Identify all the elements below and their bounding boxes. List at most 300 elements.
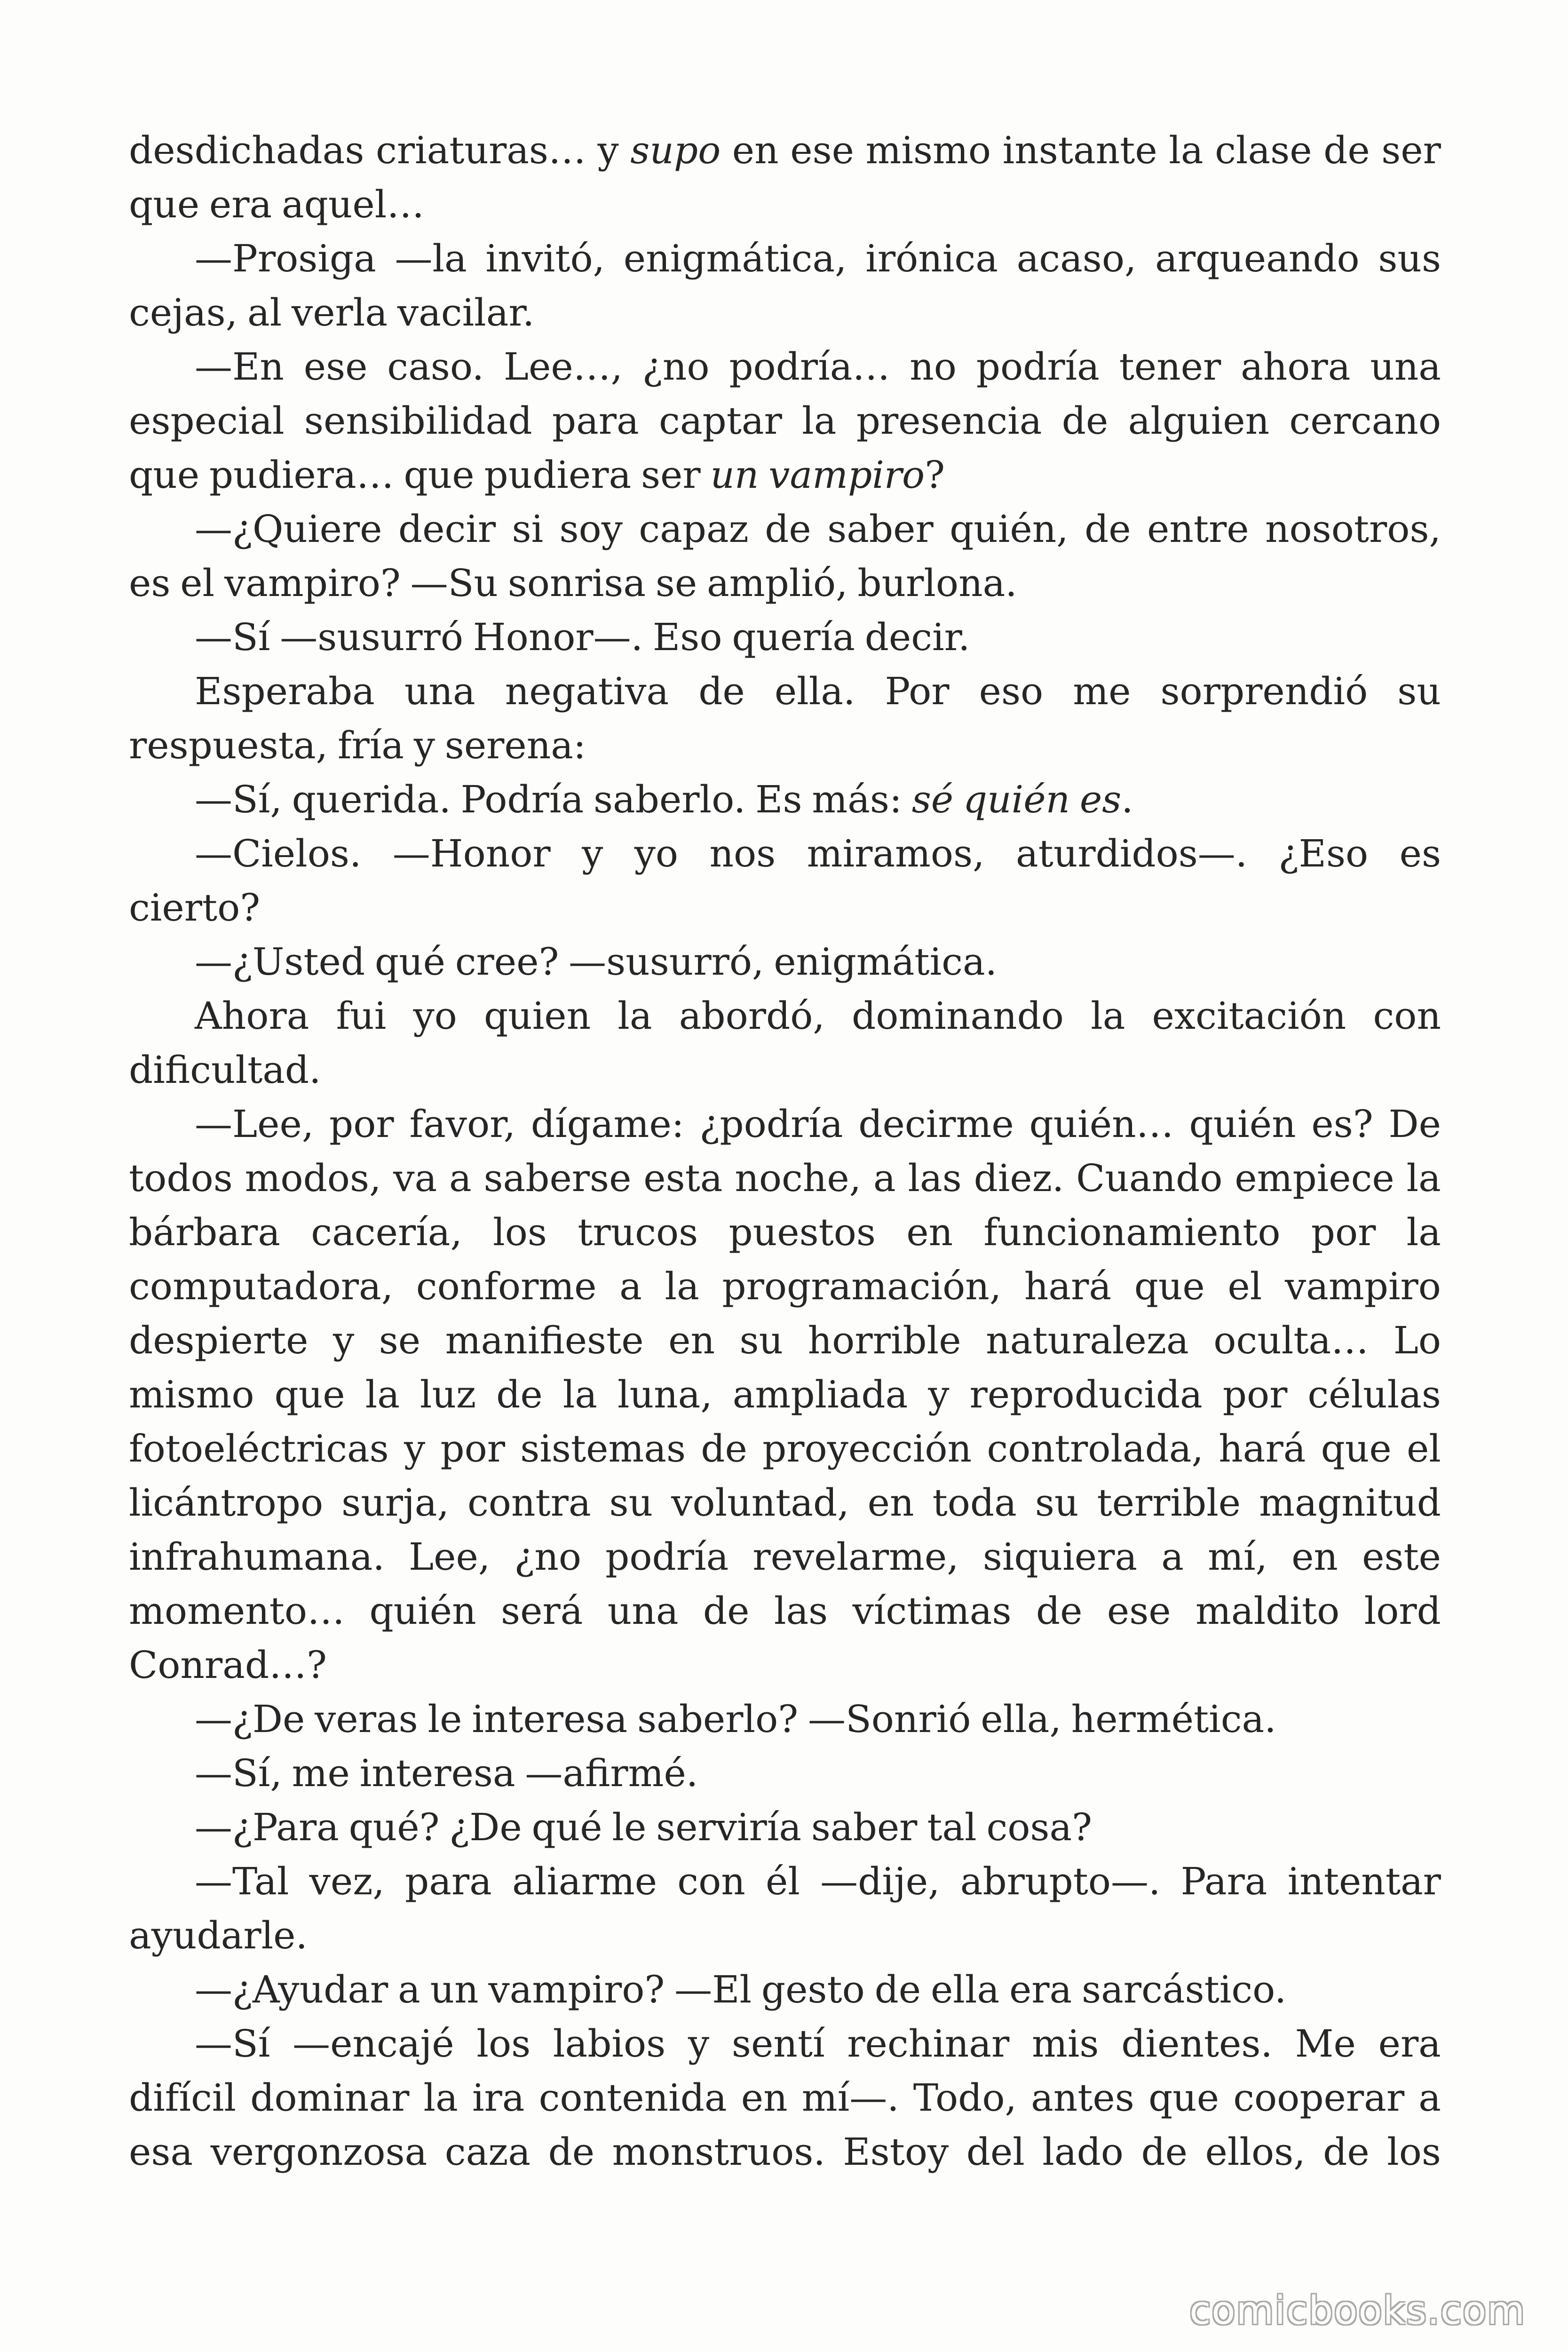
word: naturaleza — [986, 1319, 1189, 1362]
word: los — [1387, 2130, 1441, 2174]
word: caso. — [387, 345, 484, 389]
word: —Lee, — [195, 1102, 314, 1146]
word: aquel… — [281, 183, 425, 226]
word: sorprendió — [1160, 669, 1368, 713]
word: entre — [1147, 507, 1249, 551]
word: saber — [811, 1805, 918, 1849]
word: enigmática. — [774, 940, 998, 984]
word: tal — [927, 1805, 977, 1849]
word: Por — [885, 669, 950, 713]
word: Ahora — [195, 994, 309, 1038]
word: contra — [467, 1481, 591, 1525]
word: difícil — [129, 2076, 236, 2120]
word: células — [1307, 1373, 1441, 1416]
word: a — [449, 1156, 472, 1200]
word: va — [393, 1156, 437, 1200]
word: funcionamiento — [983, 1210, 1281, 1254]
word: ampliada — [732, 1373, 908, 1416]
word: saber — [827, 507, 934, 551]
word: serena: — [444, 723, 586, 767]
word: negativa — [505, 669, 669, 713]
word: contenida — [539, 2076, 727, 2120]
word: por — [1311, 1210, 1376, 1254]
word: Podría — [460, 778, 584, 821]
word: excitación — [1152, 994, 1346, 1038]
word: monstruos. — [612, 2130, 825, 2174]
word: Todo, — [913, 2076, 1017, 2120]
word: pudiera… — [209, 453, 394, 497]
word: burlona. — [857, 561, 1017, 605]
word: a — [619, 1264, 642, 1308]
word: manifieste — [445, 1319, 644, 1362]
word: instante — [1002, 128, 1157, 172]
text-line — [129, 1476, 1441, 1530]
word: que — [1321, 1427, 1392, 1470]
word: pudiera — [484, 453, 632, 497]
word: de — [698, 669, 745, 713]
word: computadora, — [129, 1264, 394, 1308]
word: hará — [1219, 1427, 1306, 1470]
word: la — [423, 2076, 458, 2120]
word: fría — [337, 723, 404, 767]
word: quién… — [1029, 1102, 1174, 1146]
word: desdichadas — [129, 128, 364, 172]
word: la — [1406, 1210, 1441, 1254]
text-line — [129, 2125, 1441, 2179]
word: fotoeléctricas — [129, 1427, 389, 1470]
text-line — [129, 1367, 1441, 1422]
word: ¿no — [514, 1535, 582, 1579]
text-line — [129, 881, 1441, 935]
word: ella, — [981, 1697, 1061, 1741]
word: proyección — [762, 1427, 972, 1470]
word: amplió, — [707, 561, 848, 605]
word: querida. — [292, 778, 451, 821]
word: —susurró, — [569, 940, 764, 984]
word: terrible — [1097, 1481, 1241, 1525]
text-line — [129, 1259, 1441, 1313]
text-line — [129, 826, 1441, 881]
word: sistemas — [520, 1427, 686, 1470]
word: voluntad, — [671, 1481, 849, 1525]
word: criaturas… — [375, 128, 586, 172]
word: surja, — [341, 1481, 449, 1525]
word: ese — [1107, 1589, 1171, 1633]
word: qué — [531, 1805, 602, 1849]
word: Lo — [1393, 1319, 1441, 1362]
word: Eso — [652, 615, 722, 659]
word: en — [1291, 1535, 1338, 1579]
word: la — [665, 1264, 699, 1308]
word: nos — [709, 832, 776, 875]
word: los — [493, 1210, 547, 1254]
word: horrible — [808, 1319, 961, 1362]
word: de — [703, 1589, 750, 1633]
word: por — [1222, 1373, 1288, 1416]
text-line — [129, 1854, 1441, 1908]
word: y — [413, 723, 435, 767]
word: caza — [444, 2130, 531, 2174]
word: yo — [413, 994, 457, 1038]
word: ayudarle. — [129, 1914, 308, 1957]
word: abrupto—. — [960, 1859, 1161, 1903]
word: de — [1061, 399, 1109, 443]
word: interesa — [359, 1751, 515, 1795]
word: mis — [1031, 2022, 1099, 2066]
word: momento… — [129, 1589, 345, 1633]
text-line — [129, 610, 1441, 664]
word: —Sí — [195, 615, 270, 659]
word: en — [867, 1481, 914, 1525]
word: podría — [605, 1535, 729, 1579]
word: invitó, — [485, 237, 605, 280]
word: puestos — [729, 1210, 876, 1254]
text-line — [129, 1205, 1441, 1259]
word: luna, — [618, 1373, 713, 1416]
word: para — [405, 1859, 492, 1903]
text-line — [129, 718, 1441, 772]
text-line — [129, 177, 1441, 231]
word: acaso, — [1016, 237, 1137, 280]
word: si — [512, 507, 544, 551]
word: licántropo — [129, 1481, 324, 1525]
word: sé — [911, 778, 954, 821]
word: revelarme, — [752, 1535, 959, 1579]
word: en — [732, 128, 779, 172]
word: de — [765, 507, 811, 551]
body-text — [129, 123, 1441, 2179]
text-line — [129, 1963, 1441, 2017]
word: empiece — [1235, 1156, 1394, 1200]
word: el — [1406, 1427, 1441, 1470]
text-line — [129, 1097, 1441, 1151]
word: clase — [1215, 128, 1312, 172]
word: favor, — [409, 1102, 516, 1146]
text-line — [129, 664, 1441, 718]
word: víctimas — [852, 1589, 1012, 1633]
word: —¿De — [195, 1697, 305, 1741]
word: una — [404, 669, 475, 713]
word: ¿De — [449, 1805, 522, 1849]
word: dientes. — [1121, 2022, 1273, 2066]
word: Honor—. — [473, 615, 643, 659]
word: quién, — [950, 507, 1069, 551]
word: —Sí, — [195, 1751, 282, 1795]
word: Conrad…? — [129, 1643, 327, 1687]
word: aliarme — [512, 1859, 657, 1903]
word: de — [1323, 128, 1370, 172]
word: le — [428, 1697, 462, 1741]
text-line — [129, 1746, 1441, 1800]
word: veras — [315, 1697, 418, 1741]
word: una — [1370, 345, 1441, 389]
word: qué — [374, 940, 445, 984]
word: sonrisa — [507, 561, 646, 605]
word: —¿Usted — [195, 940, 365, 984]
word: vez, — [309, 1859, 385, 1903]
text-line — [129, 2071, 1441, 2125]
word: —susurró — [280, 615, 463, 659]
text-line — [129, 556, 1441, 610]
word: modos, — [245, 1156, 381, 1200]
word: la — [1169, 128, 1204, 172]
word: con — [677, 1859, 745, 1903]
word: serviría — [656, 1805, 802, 1849]
word: dominando — [852, 994, 1064, 1038]
word: irónica — [865, 237, 998, 280]
word: de — [496, 1373, 543, 1416]
word: diez. — [974, 1156, 1064, 1200]
word: reproducida — [969, 1373, 1203, 1416]
word: los — [476, 2022, 531, 2066]
word: ¿Eso — [1278, 832, 1369, 875]
word: gesto — [761, 1968, 865, 2011]
word: de — [1085, 507, 1131, 551]
word: quién — [963, 778, 1070, 821]
text-line — [129, 123, 1441, 177]
word: magnitud — [1259, 1481, 1441, 1525]
word: hermética. — [1071, 1697, 1276, 1741]
word: —Tal — [195, 1859, 289, 1903]
word: cierto? — [129, 886, 261, 930]
text-line — [129, 1638, 1441, 1692]
word: hará — [1024, 1264, 1112, 1308]
word: vergonzosa — [210, 2130, 428, 2174]
word: que — [129, 183, 200, 226]
word: la — [618, 994, 652, 1038]
word: era — [209, 183, 272, 226]
word: vampiro? — [768, 453, 945, 497]
word: saberlo. — [593, 778, 746, 821]
word: que — [274, 1373, 345, 1416]
word: —¿Quiere — [195, 507, 382, 551]
word: mí, — [1208, 1535, 1267, 1579]
word: las — [908, 1156, 962, 1200]
word: miramos, — [807, 832, 985, 875]
word: —Sí — [195, 2022, 270, 2066]
word: por — [329, 1102, 394, 1146]
word: cejas, — [129, 291, 238, 334]
word: quién — [1189, 1102, 1296, 1146]
word: era — [1009, 1968, 1072, 2011]
word: oculta… — [1213, 1319, 1369, 1362]
word: por — [440, 1427, 505, 1470]
word: supo — [630, 128, 721, 172]
word: no — [910, 345, 957, 389]
word: —la — [395, 237, 467, 280]
word: noche, — [735, 1156, 862, 1200]
word: captar — [659, 399, 782, 443]
word: —En — [195, 345, 284, 389]
word: es — [129, 561, 171, 605]
word: labios — [553, 2022, 666, 2066]
word: del — [966, 2130, 1025, 2174]
word: y — [333, 1319, 355, 1362]
word: su — [609, 1481, 653, 1525]
word: el — [1227, 1264, 1262, 1308]
word: Lee, — [409, 1535, 491, 1579]
text-line — [129, 231, 1441, 286]
word: vampiro — [1284, 1264, 1441, 1308]
word: y — [928, 1373, 950, 1416]
word: decir — [398, 507, 496, 551]
word: le — [612, 1805, 647, 1849]
word: de — [701, 1427, 747, 1470]
word: programación, — [722, 1264, 1002, 1308]
word: despierte — [129, 1319, 309, 1362]
word: fui — [336, 994, 387, 1038]
text-line — [129, 1422, 1441, 1476]
word: sentí — [731, 2022, 825, 2066]
word: De — [1388, 1102, 1441, 1146]
word: ellos, — [1205, 2130, 1306, 2174]
text-line — [129, 502, 1441, 556]
word: en — [741, 2076, 788, 2120]
word: su — [739, 1319, 784, 1362]
word: decir. — [864, 615, 970, 659]
word: a — [1418, 2076, 1441, 2120]
word: dominar — [250, 2076, 410, 2120]
word: ser — [641, 453, 701, 497]
word: se — [379, 1319, 421, 1362]
text-line — [129, 1908, 1441, 1963]
word: sus — [1378, 237, 1441, 280]
word: de — [1323, 2130, 1370, 2174]
word: cercano — [1289, 399, 1441, 443]
word: la — [1091, 994, 1125, 1038]
word: maldito — [1196, 1589, 1340, 1633]
word: todos — [129, 1156, 233, 1200]
word: —Honor — [392, 832, 551, 875]
word: —encajé — [293, 2022, 454, 2066]
word: conforme — [416, 1264, 597, 1308]
word: ella — [930, 1968, 1000, 2011]
word: un — [430, 1968, 479, 2011]
word: la — [1406, 1156, 1441, 1200]
word: —afirmé. — [525, 1751, 698, 1795]
word: y — [404, 1427, 426, 1470]
word: controlada, — [987, 1427, 1204, 1470]
word: ira — [472, 2076, 525, 2120]
word: Esperaba — [195, 669, 375, 713]
word: ella. — [774, 669, 855, 713]
text-line — [129, 1584, 1441, 1638]
text-line — [129, 394, 1441, 448]
word: —Su — [410, 561, 498, 605]
word: capaz — [639, 507, 749, 551]
word: a — [1161, 1535, 1184, 1579]
word: más: — [812, 778, 902, 821]
word: una — [607, 1589, 679, 1633]
word: bárbara — [129, 1210, 280, 1254]
word: —Sí, — [195, 778, 282, 821]
word: vacilar. — [397, 291, 535, 334]
word: que — [404, 453, 475, 497]
word: este — [1362, 1535, 1441, 1579]
word: sensibilidad — [304, 399, 532, 443]
word: —¿Ayudar — [195, 1968, 388, 2011]
word: trucos — [578, 1210, 698, 1254]
word: arqueando — [1155, 237, 1360, 280]
word: lado — [1042, 2130, 1124, 2174]
word: para — [552, 399, 639, 443]
word: al — [247, 291, 282, 334]
word: las — [774, 1589, 828, 1633]
word: la — [562, 1373, 597, 1416]
text-line — [129, 286, 1441, 340]
text-line — [129, 1800, 1441, 1854]
word: mismo — [865, 128, 991, 172]
text-line — [129, 340, 1441, 394]
word: cooperar — [1233, 2076, 1405, 2120]
word: alguien — [1128, 399, 1270, 443]
word: él — [766, 1859, 800, 1903]
word: ese — [790, 128, 854, 172]
word: ser — [1381, 128, 1441, 172]
site-watermark: comicbooks.com — [1189, 2288, 1526, 2333]
word: esa — [129, 2130, 193, 2174]
word: Para — [1180, 1859, 1267, 1903]
word: Estoy — [843, 2130, 949, 2174]
word: especial — [129, 399, 285, 443]
word: aturdidos—. — [1015, 832, 1248, 875]
word: verla — [292, 291, 388, 334]
word: —¿Para — [195, 1805, 339, 1849]
word: cosa? — [986, 1805, 1093, 1849]
word: la — [802, 399, 837, 443]
word: —Prosiga — [195, 237, 376, 280]
word: esta — [643, 1156, 723, 1200]
word: siquiera — [982, 1535, 1138, 1579]
word: a — [873, 1156, 896, 1200]
word: Es — [755, 778, 802, 821]
word: cree? — [455, 940, 559, 984]
word: con — [1373, 994, 1441, 1038]
word: quién — [369, 1589, 476, 1633]
word: en — [668, 1319, 715, 1362]
word: vampiro? — [488, 1968, 665, 2011]
word: ¿podría — [699, 1102, 843, 1146]
word: en — [906, 1210, 953, 1254]
word: presencia — [856, 399, 1042, 443]
word: ese — [303, 345, 368, 389]
word: es? — [1311, 1102, 1373, 1146]
word: su — [1035, 1481, 1079, 1525]
word: soy — [559, 507, 623, 551]
word: su — [1397, 669, 1441, 713]
text-line — [129, 1151, 1441, 1205]
word: quería — [732, 615, 855, 659]
word: y — [688, 2022, 710, 2066]
word: sarcástico. — [1082, 1968, 1287, 2011]
text-line — [129, 989, 1441, 1043]
word: luz — [420, 1373, 476, 1416]
word: se — [655, 561, 697, 605]
word: era — [1378, 2022, 1441, 2066]
word: infrahumana. — [129, 1535, 385, 1579]
word: toda — [932, 1481, 1017, 1525]
word: Lee…, — [503, 345, 623, 389]
word: —El — [674, 1968, 752, 2011]
word: ahora — [1241, 345, 1351, 389]
word: abordó, — [679, 994, 825, 1038]
word: interesa — [472, 1697, 628, 1741]
word: la — [365, 1373, 400, 1416]
word: —dije, — [820, 1859, 940, 1903]
word: mí—. — [801, 2076, 899, 2120]
word: qué? — [348, 1805, 440, 1849]
word: nosotros, — [1265, 507, 1441, 551]
